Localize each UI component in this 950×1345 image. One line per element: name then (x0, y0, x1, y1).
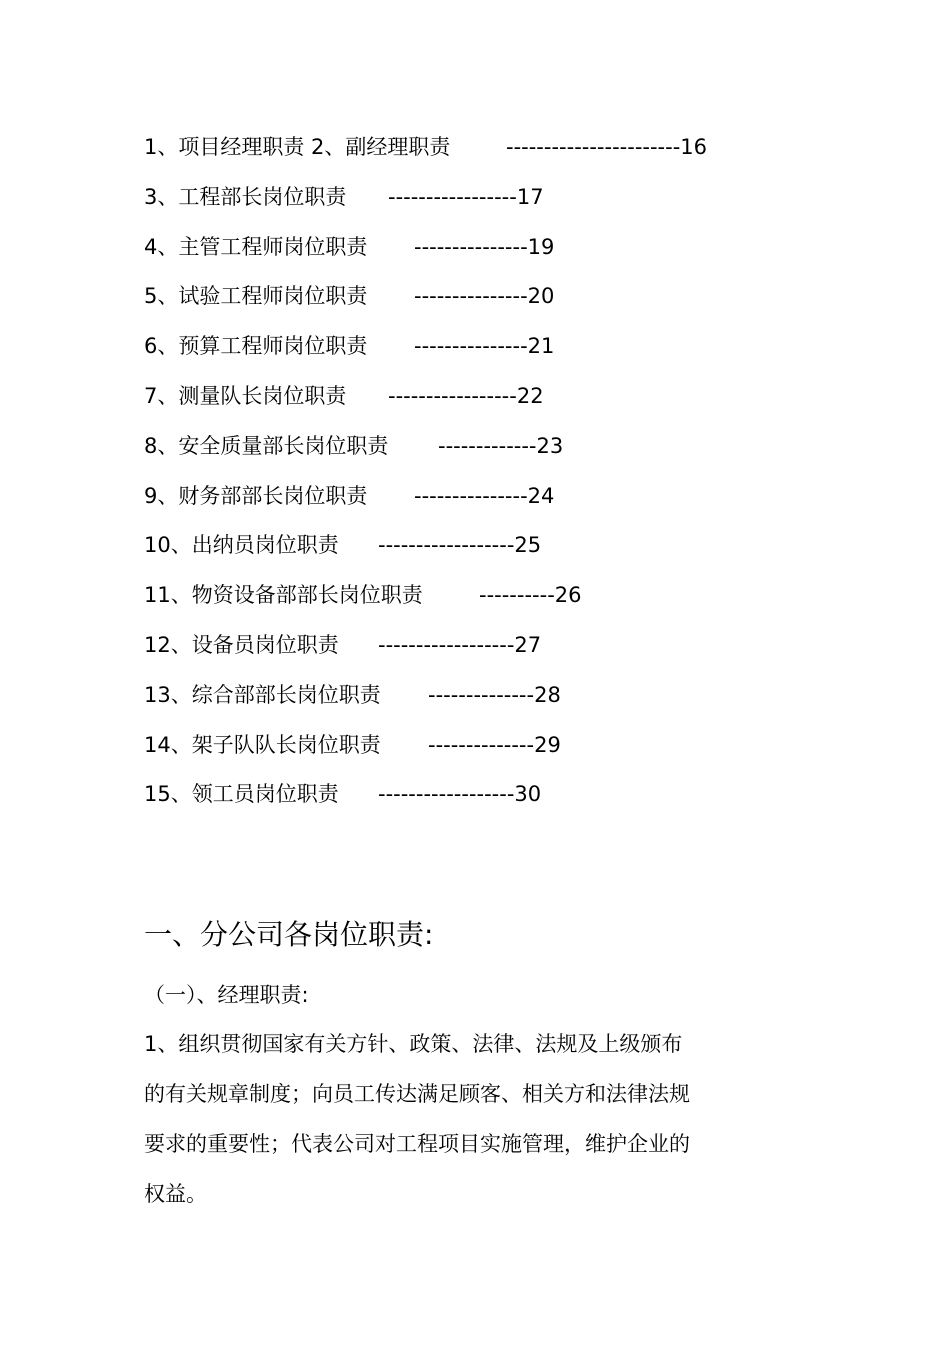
toc-entry-page: 23 (536, 433, 564, 458)
body-paragraph (144, 1024, 764, 1224)
toc-entry[interactable] (144, 477, 904, 527)
toc-entry-label: 4、主管工程师岗位职责 (144, 234, 368, 259)
toc-entry-page: 17 (516, 184, 544, 209)
toc-entry[interactable] (144, 277, 904, 327)
section-heading: 一、分公司各岗位职责: (144, 918, 434, 951)
toc-entry-label: 11、物资设备部部长岗位职责 (144, 583, 423, 608)
paragraph-line: 的有关规章制度；向员工传达满足顾客、相关方和法律法规 (144, 1082, 690, 1106)
toc-entry-page: 22 (516, 383, 544, 408)
toc-entry[interactable] (144, 576, 904, 626)
toc-entry-page: 21 (527, 334, 555, 359)
toc-entry[interactable] (144, 178, 904, 228)
toc-entry-leader: -------------- (428, 682, 535, 707)
toc-entry-leader: ------------------ (378, 533, 515, 558)
toc-entry-label: 6、预算工程师岗位职责 (144, 334, 368, 359)
toc-entry-label: 8、安全质量部长岗位职责 (144, 433, 389, 458)
toc-entry[interactable] (144, 676, 904, 726)
toc-entry-leader: ------------------ (378, 782, 515, 807)
toc-entry-label: 12、设备员岗位职责 (144, 632, 339, 657)
subsection-heading: （一）、经理职责: (144, 983, 309, 1007)
toc-entry-page: 26 (554, 583, 582, 608)
toc-entry[interactable] (144, 128, 904, 178)
toc-entry-page: 30 (514, 782, 542, 807)
toc-entry-leader: -------------- (428, 732, 535, 757)
toc-entry[interactable] (144, 726, 904, 776)
toc-entry[interactable] (144, 377, 904, 427)
toc-entry-leader: ---------- (479, 583, 555, 608)
toc-entry-leader: ----------------- (388, 184, 517, 209)
toc-entry-label: 3、工程部长岗位职责 (144, 184, 347, 209)
toc-entry-label: 5、试验工程师岗位职责 (144, 284, 368, 309)
table-of-contents (144, 128, 904, 825)
toc-entry-label: 1、项目经理职责 2、副经理职责 (144, 135, 451, 159)
toc-entry-page: 25 (514, 533, 542, 558)
toc-entry-label: 10、出纳员岗位职责 (144, 533, 339, 558)
toc-entry-leader: ----------------- (388, 383, 517, 408)
toc-entry-label: 15、领工员岗位职责 (144, 782, 339, 807)
toc-entry-leader: ------------------ (378, 632, 515, 657)
toc-entry-leader: --------------- (414, 334, 528, 359)
toc-entry[interactable] (144, 626, 904, 676)
toc-entry-page: 24 (527, 483, 555, 508)
toc-entry[interactable] (144, 228, 904, 278)
toc-entry-leader: --------------- (414, 234, 528, 259)
toc-entry-label: 14、架子队队长岗位职责 (144, 732, 381, 757)
toc-entry[interactable] (144, 427, 904, 477)
toc-entry-leader: --------------- (414, 483, 528, 508)
toc-entry-page: 27 (514, 632, 542, 657)
toc-entry-page: 28 (534, 682, 561, 707)
toc-entry[interactable] (144, 775, 904, 825)
toc-entry[interactable] (144, 526, 904, 576)
toc-entry-label: 9、财务部部长岗位职责 (144, 483, 368, 508)
paragraph-line: 要求的重要性；代表公司对工程项目实施管理，维护企业的 (144, 1132, 690, 1156)
toc-entry-page: 19 (527, 234, 555, 259)
toc-entry-page: 20 (527, 284, 555, 309)
toc-entry-page: 29 (534, 732, 561, 757)
toc-entry[interactable] (144, 327, 904, 377)
paragraph-line: 1、组织贯彻国家有关方针、政策、法律、法规及上级颁布 (144, 1032, 683, 1056)
toc-entry-page: 16 (680, 135, 708, 159)
toc-entry-label: 7、测量队长岗位职责 (144, 383, 347, 408)
toc-entry-leader: --------------- (414, 284, 528, 309)
toc-entry-leader: ----------------------- (506, 135, 681, 159)
paragraph-line: 权益。 (144, 1182, 207, 1206)
toc-entry-label: 13、综合部部长岗位职责 (144, 682, 381, 707)
toc-entry-leader: ------------- (438, 433, 537, 458)
